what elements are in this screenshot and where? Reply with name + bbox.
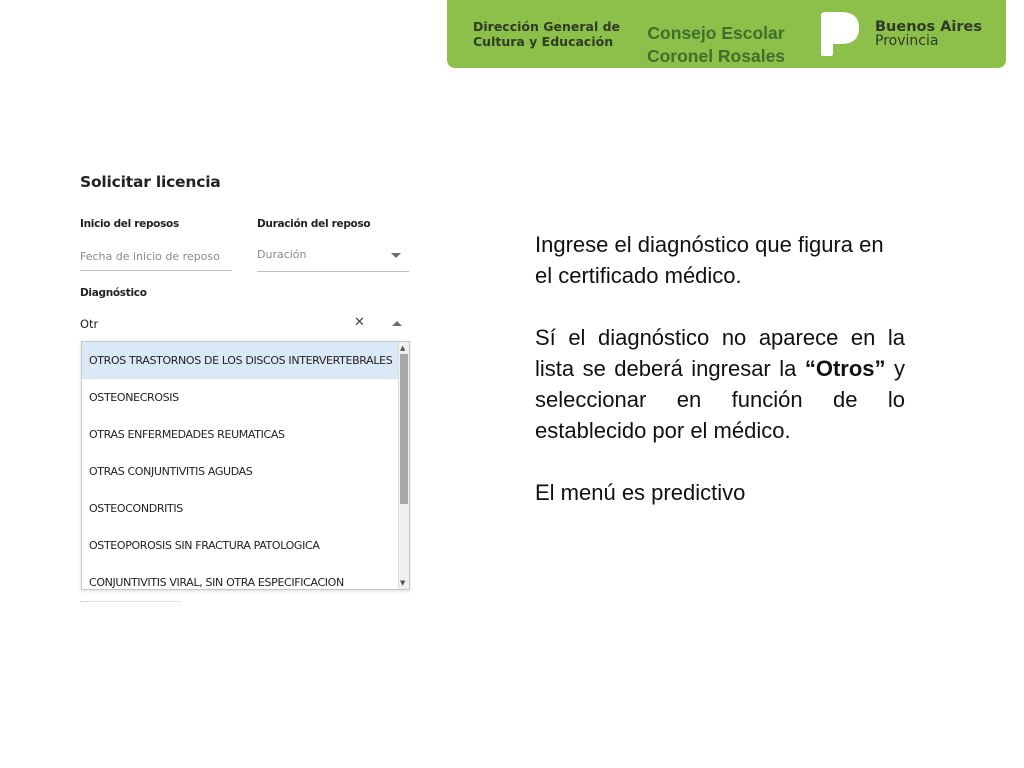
dropdown-option[interactable]: CONJUNTIVITIS VIRAL, SIN OTRA ESPECIFICACION — [89, 576, 344, 589]
form-title: Solicitar licencia — [80, 173, 221, 191]
instruction-paragraph-3: El menú es predictivo — [535, 480, 746, 505]
consejo-escolar-title — [635, 22, 797, 68]
diagnostico-label: Diagnóstico — [80, 287, 147, 299]
instruction-p2-end: y seleccionar en función de lo establecido por el médico. — [535, 356, 905, 443]
diagnostico-dropdown — [81, 341, 410, 590]
dropdown-option[interactable]: OTRAS ENFERMEDADES REUMATICAS — [89, 428, 285, 441]
header-banner — [447, 0, 1006, 68]
scrollbar-thumb[interactable] — [400, 354, 408, 504]
duracion-label: Duración del reposo — [257, 218, 371, 230]
dropdown-option[interactable]: OSTEOCONDRITIS — [89, 502, 183, 515]
ba-line-1: Buenos Aires — [875, 19, 982, 35]
dropdown-scrollbar[interactable] — [398, 342, 409, 589]
dgce-logo-text — [473, 19, 620, 49]
instruction-p2-start: Sí el diagnóstico no aparece en la lista se deberá ingresar la — [535, 325, 905, 381]
instruction-paragraph-2 — [535, 322, 905, 446]
consejo-line-1: Consejo Escolar — [647, 23, 785, 43]
diagnostico-field — [80, 313, 409, 337]
dgce-line-1: Dirección General de — [473, 19, 621, 34]
duracion-select[interactable] — [257, 243, 409, 272]
instruction-p2-bold: “Otros” — [804, 356, 886, 381]
instruction-paragraph-1: Ingrese el diagnóstico que figura en el certificado médico. — [535, 232, 884, 288]
buenos-aires-provincia-text — [875, 20, 982, 48]
ba-line-2: Provincia — [875, 33, 939, 49]
cropped-next-field — [80, 601, 180, 605]
chevron-up-icon[interactable] — [392, 321, 402, 326]
clear-icon[interactable]: ✕ — [354, 315, 365, 330]
dgce-line-2: Cultura y Educación — [473, 34, 614, 49]
consejo-line-2: Coronel Rosales — [646, 46, 786, 66]
solicitar-licencia-form — [80, 165, 420, 615]
dropdown-option[interactable]: OSTEONECROSIS — [89, 391, 179, 404]
dropdown-options — [82, 342, 398, 590]
dropdown-option[interactable]: OSTEOPOROSIS SIN FRACTURA PATOLOGICA — [89, 539, 320, 552]
duracion-selected-value: Duración — [257, 248, 307, 261]
instructions-text — [535, 229, 905, 508]
buenos-aires-provincia-logo-icon — [817, 10, 863, 58]
scroll-up-icon[interactable]: ▲ — [400, 344, 406, 352]
chevron-down-icon — [391, 253, 401, 258]
dropdown-option[interactable]: OTROS TRASTORNOS DE LOS DISCOS INTERVERTEBRALES — [82, 342, 398, 379]
diagnostico-input[interactable] — [80, 313, 340, 335]
inicio-label: Inicio del reposos — [80, 218, 179, 230]
scroll-down-icon[interactable]: ▼ — [400, 579, 406, 587]
dropdown-option[interactable]: OTRAS CONJUNTIVITIS AGUDAS — [89, 465, 253, 478]
inicio-reposo-input[interactable] — [80, 243, 232, 271]
